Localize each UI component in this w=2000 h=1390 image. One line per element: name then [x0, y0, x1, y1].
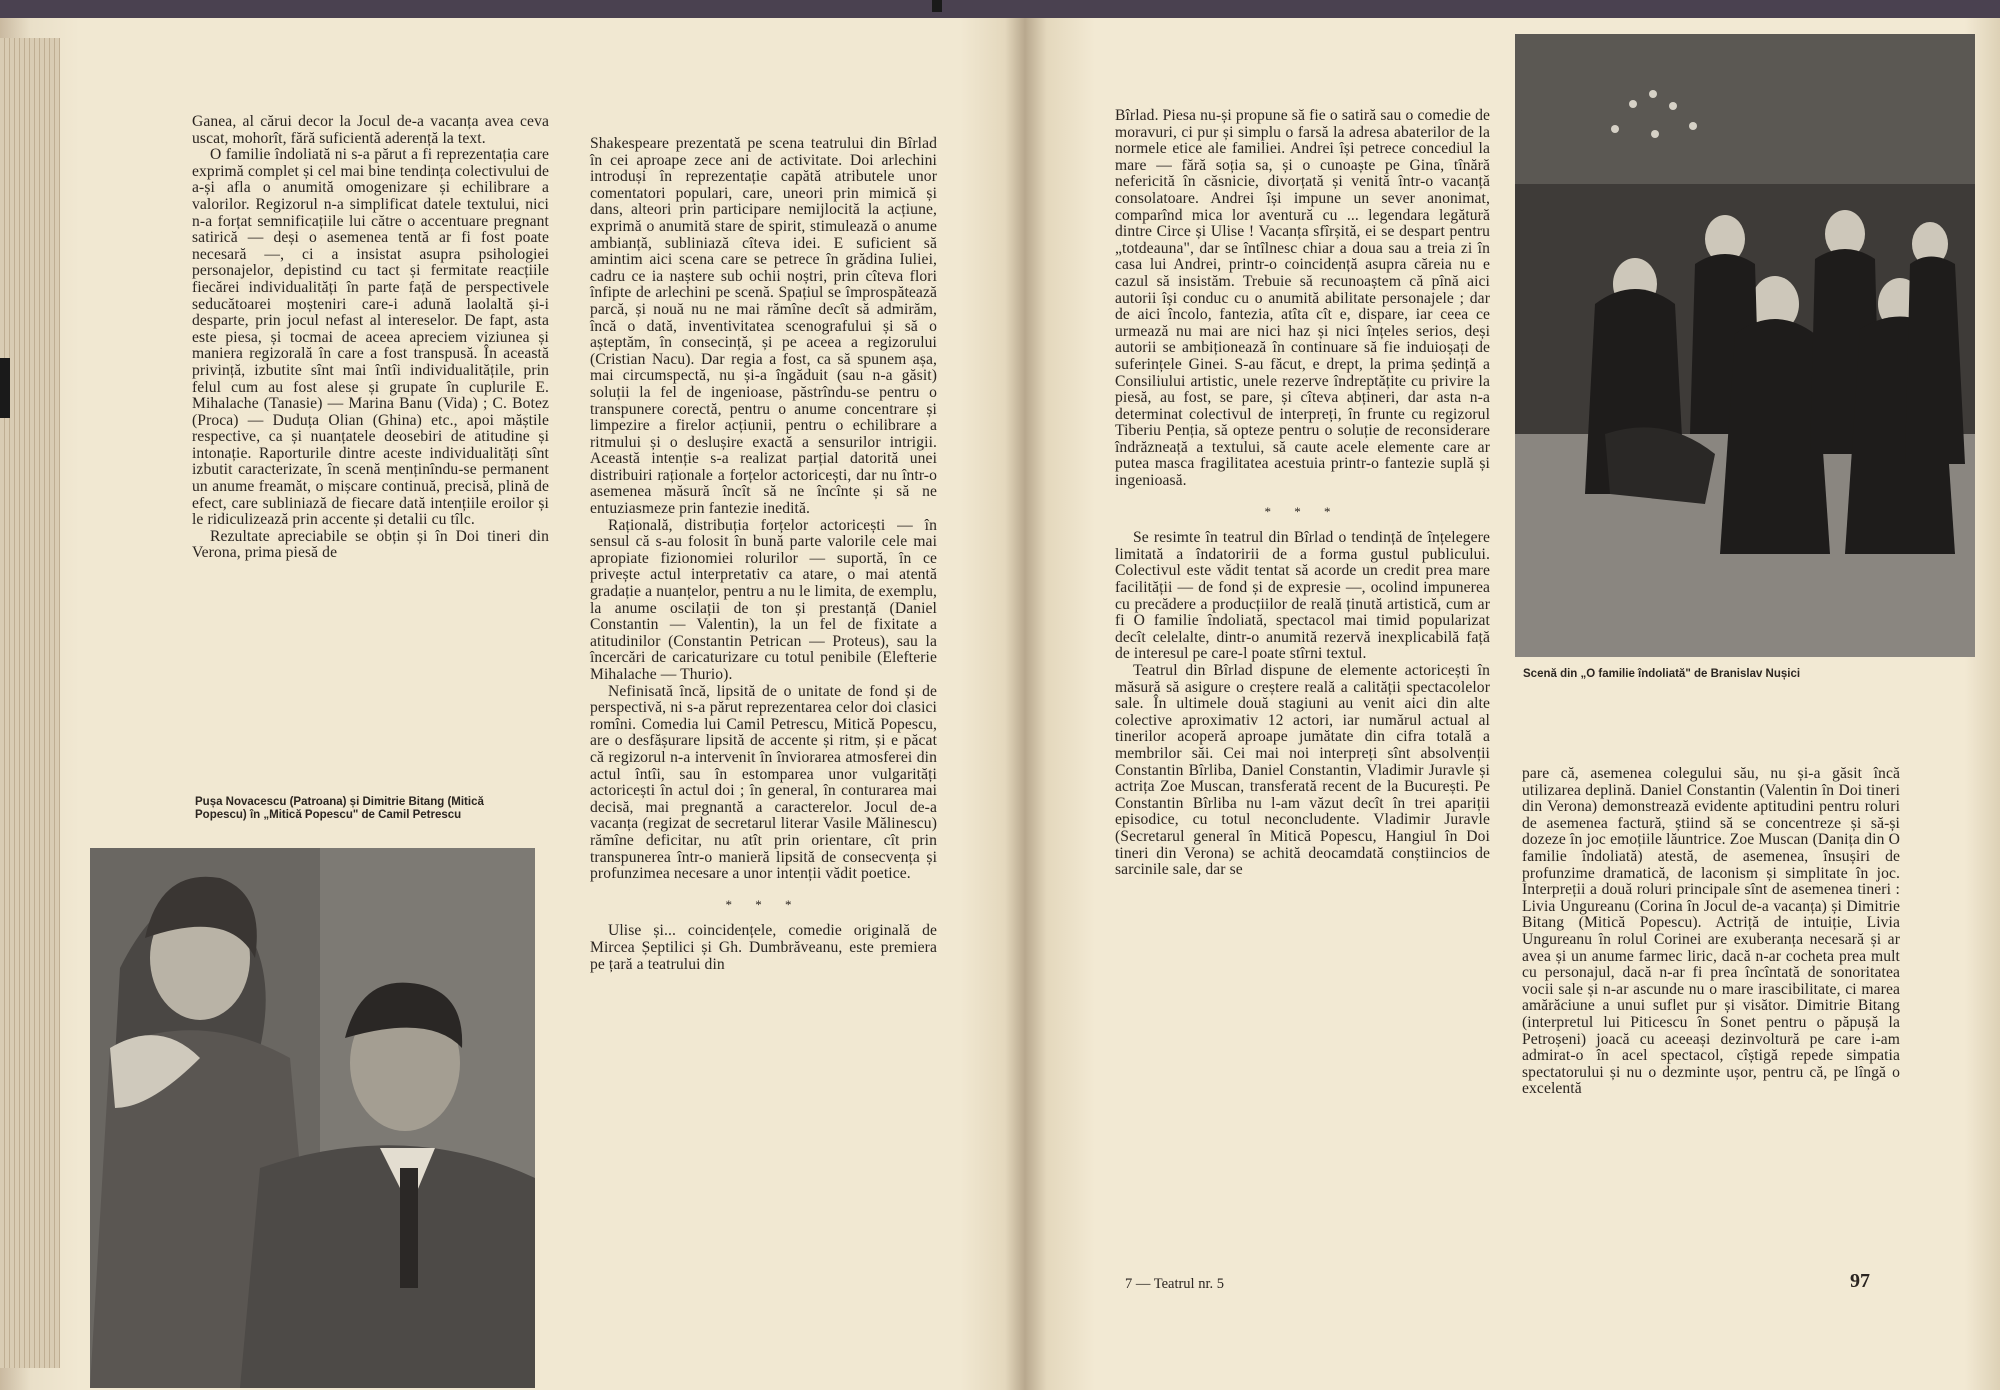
paragraph: Bîrlad. Piesa nu-și propune să fie o satiră sau o comedie de moravuri, ci pur și simplu o farsă la adresa abaterilor de la normele etice ale familiei. Andrei își petrece concediul la mare — fără soția sa, și o cunoaște pe Gina, tînără nefericită în căsnicie, divorțată și venită într-o vacanță consolatoare. Andrei își impune un sever anonimat, comparînd mica lor aventură cu ... legendara legătură dintre Circe și Ulise ! Vacanța sfîrșită, ei se despart pentru „totdeauna", dar se întîlnesc chiar a doua sau a treia zi în casa lui Andrei, printr-o coincidență asupra căreia nu e cazul să insistăm. Trebuie să recunoaștem că pînă aici autorii își conduc cu o anumită abilitate personajele ; dar de aici încolo, fantezia, atîta cît e, dispare, iar ceea ce urmează nu mai are nici haz și nici înțeles serios, deși autorii se ambiționează în continuare să fie induioșați de suferințele Ginei. S-au făcut, e drept, la prima ședință a Consiliului artistic, unele rezerve îndreptățite cu privire la piesă, au fost, se pare, și cîteva abțineri, dar asta n-a determinat colectivul de interpreți, în frunte cu regizorul Tiberiu Penția, să opteze pentru o soluție de reconsiderare îndrăzneață a textului, să caute acele elemente care ar putea masca fragilitatea acestuia printr-o fantezie suplă și ingenioasă. — [1115, 107, 1490, 490]
paragraph: pare că, asemenea colegului său, nu și-a găsit încă utilizarea deplină. Daniel Constantin (Valentin în Doi tineri din Verona) demonstrează evidente aptitudini pentru roluri de asemenea factură, știind să se concentreze și să-și dozeze în joc emoțiile lăuntrice. Zoe Muscan (Danița din O familie îndoliată) atestă, de asemenea, însușiri de profunzime dramatică, de laconism și simplitate în joc. Interpreții a două roluri principale sînt de asemenea tineri : Livia Ungureanu (Corina în Jocul de-a vacanța) și Dimitrie Bitang (Mitică Popescu). Actriță de intuiție, Livia Ungureanu în rolul Corinei are exuberanța necesară și ar avea și un anume farmec liric, dacă n-ar cocheta prea mult cu personajul, dacă n-ar fi prea încîntată de sonoritatea vocii sale și n-ar ascunde nu o mare irascibilitate, ci marea amărăciune a unui suflet pur și visător. Dimitrie Bitang (interpretul lui Piticescu în Sonet pentru o păpușă la Petroșeni) joacă cu aceeași dezinvoltură pe care i-am admirat-o în acel spectacol, cîștigă repede simpatia spectatorului și nu o dezminte ușor, pentru că, pe lîngă o excelentă — [1522, 765, 1900, 1098]
binding-mark — [932, 0, 942, 12]
stage-photo-right — [1515, 34, 1975, 657]
right-column-2 — [1522, 766, 1900, 1098]
paragraph: Rezultate apreciabile se obțin și în Doi tineri din Verona, prima piesă de — [192, 527, 549, 562]
right-column-1 — [1115, 108, 1490, 879]
left-page — [0, 18, 1025, 1390]
paragraph: Ulise și... coincidențele, comedie originală de Mircea Șeptilici și Gh. Dumbrăveanu, este premiera pe țară a teatrului din — [590, 922, 937, 973]
paragraph: Se resimte în teatrul din Bîrlad o tendință de înțelegere limitată a îndatoririi de a forma gustul publicului. Colectivul este vădit tentat să acorde un credit prea mare facilității — de fond și de expresie —, ocolind impunerea cu precădere a producțiilor de reală ținută artistică, cum ar fi O familie îndoliată, spectacol mai timid popularizat decît celelalte, dintr-o anumită rezervă inexplicabilă față de interesul pe care-l poate stîrni textul. — [1115, 529, 1490, 663]
paragraph: Ganea, al cărui decor la Jocul de-a vacanța avea ceva uscat, mohorît, fără suficientă aderență la text. — [192, 113, 549, 147]
paragraph: Shakespeare prezentată pe scena teatrului din Bîrlad în cei aproape zece ani de activitate. Doi arlechini introduși în reprezentație capătă atributele unor comentatori populari, care, uneori prin mimică și dans, alteori prin participare nemijlocită la acțiune, exprimă o anumită stare de spirit, stimulează o anume ambianță, subliniază cîteva idei. E suficient să amintim aici scena care se petrece în grădina Iuliei, cadru ce ia naștere sub ochii noștri, prin cîteva flori înfipte de arlechini pe scenă. Spațiul se împrospătează parcă, și nouă nu ne mai rămîne decît să admirăm, încă o dată, inventivitatea scenografului și să o așteptăm, în consecință, și pe aceea a regizorului (Cristian Nacu). Dar regia a fost, ca să spunem așa, mai circumspectă, nu și-a îngăduit (sau n-a găsit) soluții la fel de ingenioase, păstrîndu-se pentru o transpunere corectă, pentru o anume concentrare și limpezire a firelor acțiunii, pentru o echilibrare a ritmului și o deslușire exactă a sensurilor intrigii. Această intenție s-a realizat parțial datorită unei distribuiri raționale a forțelor actoricești, dar nu într-o asemenea măsură încît să ne încînte și să ne entuziasmeze prin fantezie inedită. — [590, 135, 937, 518]
binding-mark — [0, 358, 10, 418]
magazine-spread — [0, 18, 2000, 1390]
paragraph: O familie îndoliată ni s-a părut a fi reprezentația care exprimă complet și cel mai bine tendința colectivului de a-și afla o anumită omogenizare și echilibrare a valorilor. Regizorul n-a simplificat datele textului, nici n-a forțat semnificațiile lui către o accentuare pregnant satirică — deși o asemenea tentă ar fi fost poate necesară —, ci a insistat asupra psihologiei personajelor, depistind cu tact și fermitate reacțiile fiecărei individualități în parte față de perspectivele seducătoarei moșteniri care-i adună laolaltă și-i desparte, prin jocul nefast al intereselor. De fapt, asta este piesa, și tocmai de aceea apreciem viziunea și maniera regizorală în care a fost transpusă. În această privință, izbutite sînt mai întîi individualitățile, prin felul cum au fost alese și grupate în cuplurile E. Mihalache (Tanasie) — Marina Banu (Vida) ; C. Botez (Proca) — Duduța Olian (Ghina) etc., apoi măștile respective, ca și nuanțatele deosebiri de atitudine și intonație. Raporturile dintre aceste individualități sînt izbutit caracterizate, în scenă menținîndu-se permanent un anume freamăt, o mișcare continuă, precisă, plină de efect, care subliniază de fiecare dată intențiile eroilor și le ridiculizează prin accente și detalii cu tîlc. — [192, 146, 549, 529]
section-separator: * * * — [725, 896, 802, 912]
section-separator: * * * — [1264, 503, 1341, 519]
stage-photo-left — [90, 848, 535, 1388]
photo-illustration — [1515, 34, 1975, 657]
paragraph: Teatrul din Bîrlad dispune de elemente actoricești în măsură să asigure o creștere reală a calității spectacolelor sale. În ultimele două stagiuni au venit aici din alte colective aproximativ 12 actori, iar numărul actual al tinerilor acoperă aproape jumătate din cifra totală a membrilor săi. Cei mai noi interpreți sînt absolvenții Constantin Bîrliba, Daniel Constantin, Vladimir Juravle și actrița Zoe Muscan, transferată recent de la București. Pe Constantin Bîrliba nu l-am văzut decît în trei apariții episodice, cu totul neconcludente. Vladimir Juravle (Secretarul general în Mitică Popescu, Hangiul în Doi tineri din Verona) se achită deocamdată conștiincios de sarcinile sale, dar se — [1115, 662, 1490, 879]
page-edges — [0, 38, 60, 1368]
page-footer-label: 7 — Teatrul nr. 5 — [1125, 1276, 1224, 1292]
photo-caption-left: Pușa Novacescu (Patroana) și Dimitrie Bitang (Mitică Popescu) în „Mitică Popescu" de Camil Petrescu — [195, 796, 484, 821]
photo-caption-right: Scenă din „O familie îndoliată" de Branislav Nușici — [1523, 668, 1801, 680]
paragraph: Rațională, distribuția forțelor actoricești — în sensul că s-au folosit în bună parte valorile cele mai apropiate fizionomiei rolurilor — suportă, în ce privește actul interpretativ ca atare, o mai atentă gradație a nuanțelor, pentru a nu le limita, de exemplu, la anume oscilații de ton și prestanță (Daniel Constantin — Valentin), la un fel de fixitate a atitudinilor (Constantin Petrican — Proteus), sau la încercări de caricaturizare cu totul penibile (Elefterie Mihalache — Thurio). — [590, 516, 937, 683]
left-column-1 — [192, 114, 549, 562]
paragraph: Nefinisată încă, lipsită de o unitate de fond și de perspectivă, ni s-a părut reprezentarea celor doi clasici romîni. Comedia lui Camil Petrescu, Mitică Popescu, are o desfășurare lipsită de accente și ritm, și e păcat că regizorul n-a intervenit în înviorarea atmosferei din actul întîi, sau în estomparea unor vulgarități actoricești în actul doi ; în general, în conturarea mai decisă, mai pregnantă a caracterelor. Jocul de-a vacanța (regizat de secretarul literar Vasile Mălinescu) rămîne deficitar, nu atît prin orientare, cît prin transpunerea într-o manieră lipsită de consecvența și profunzimea necesare a unor intenții vădit poetice. — [590, 682, 937, 883]
right-page — [1025, 18, 2000, 1390]
page-number: 97 — [1850, 1270, 1870, 1292]
left-column-2 — [590, 136, 937, 973]
photo-illustration — [90, 848, 535, 1388]
